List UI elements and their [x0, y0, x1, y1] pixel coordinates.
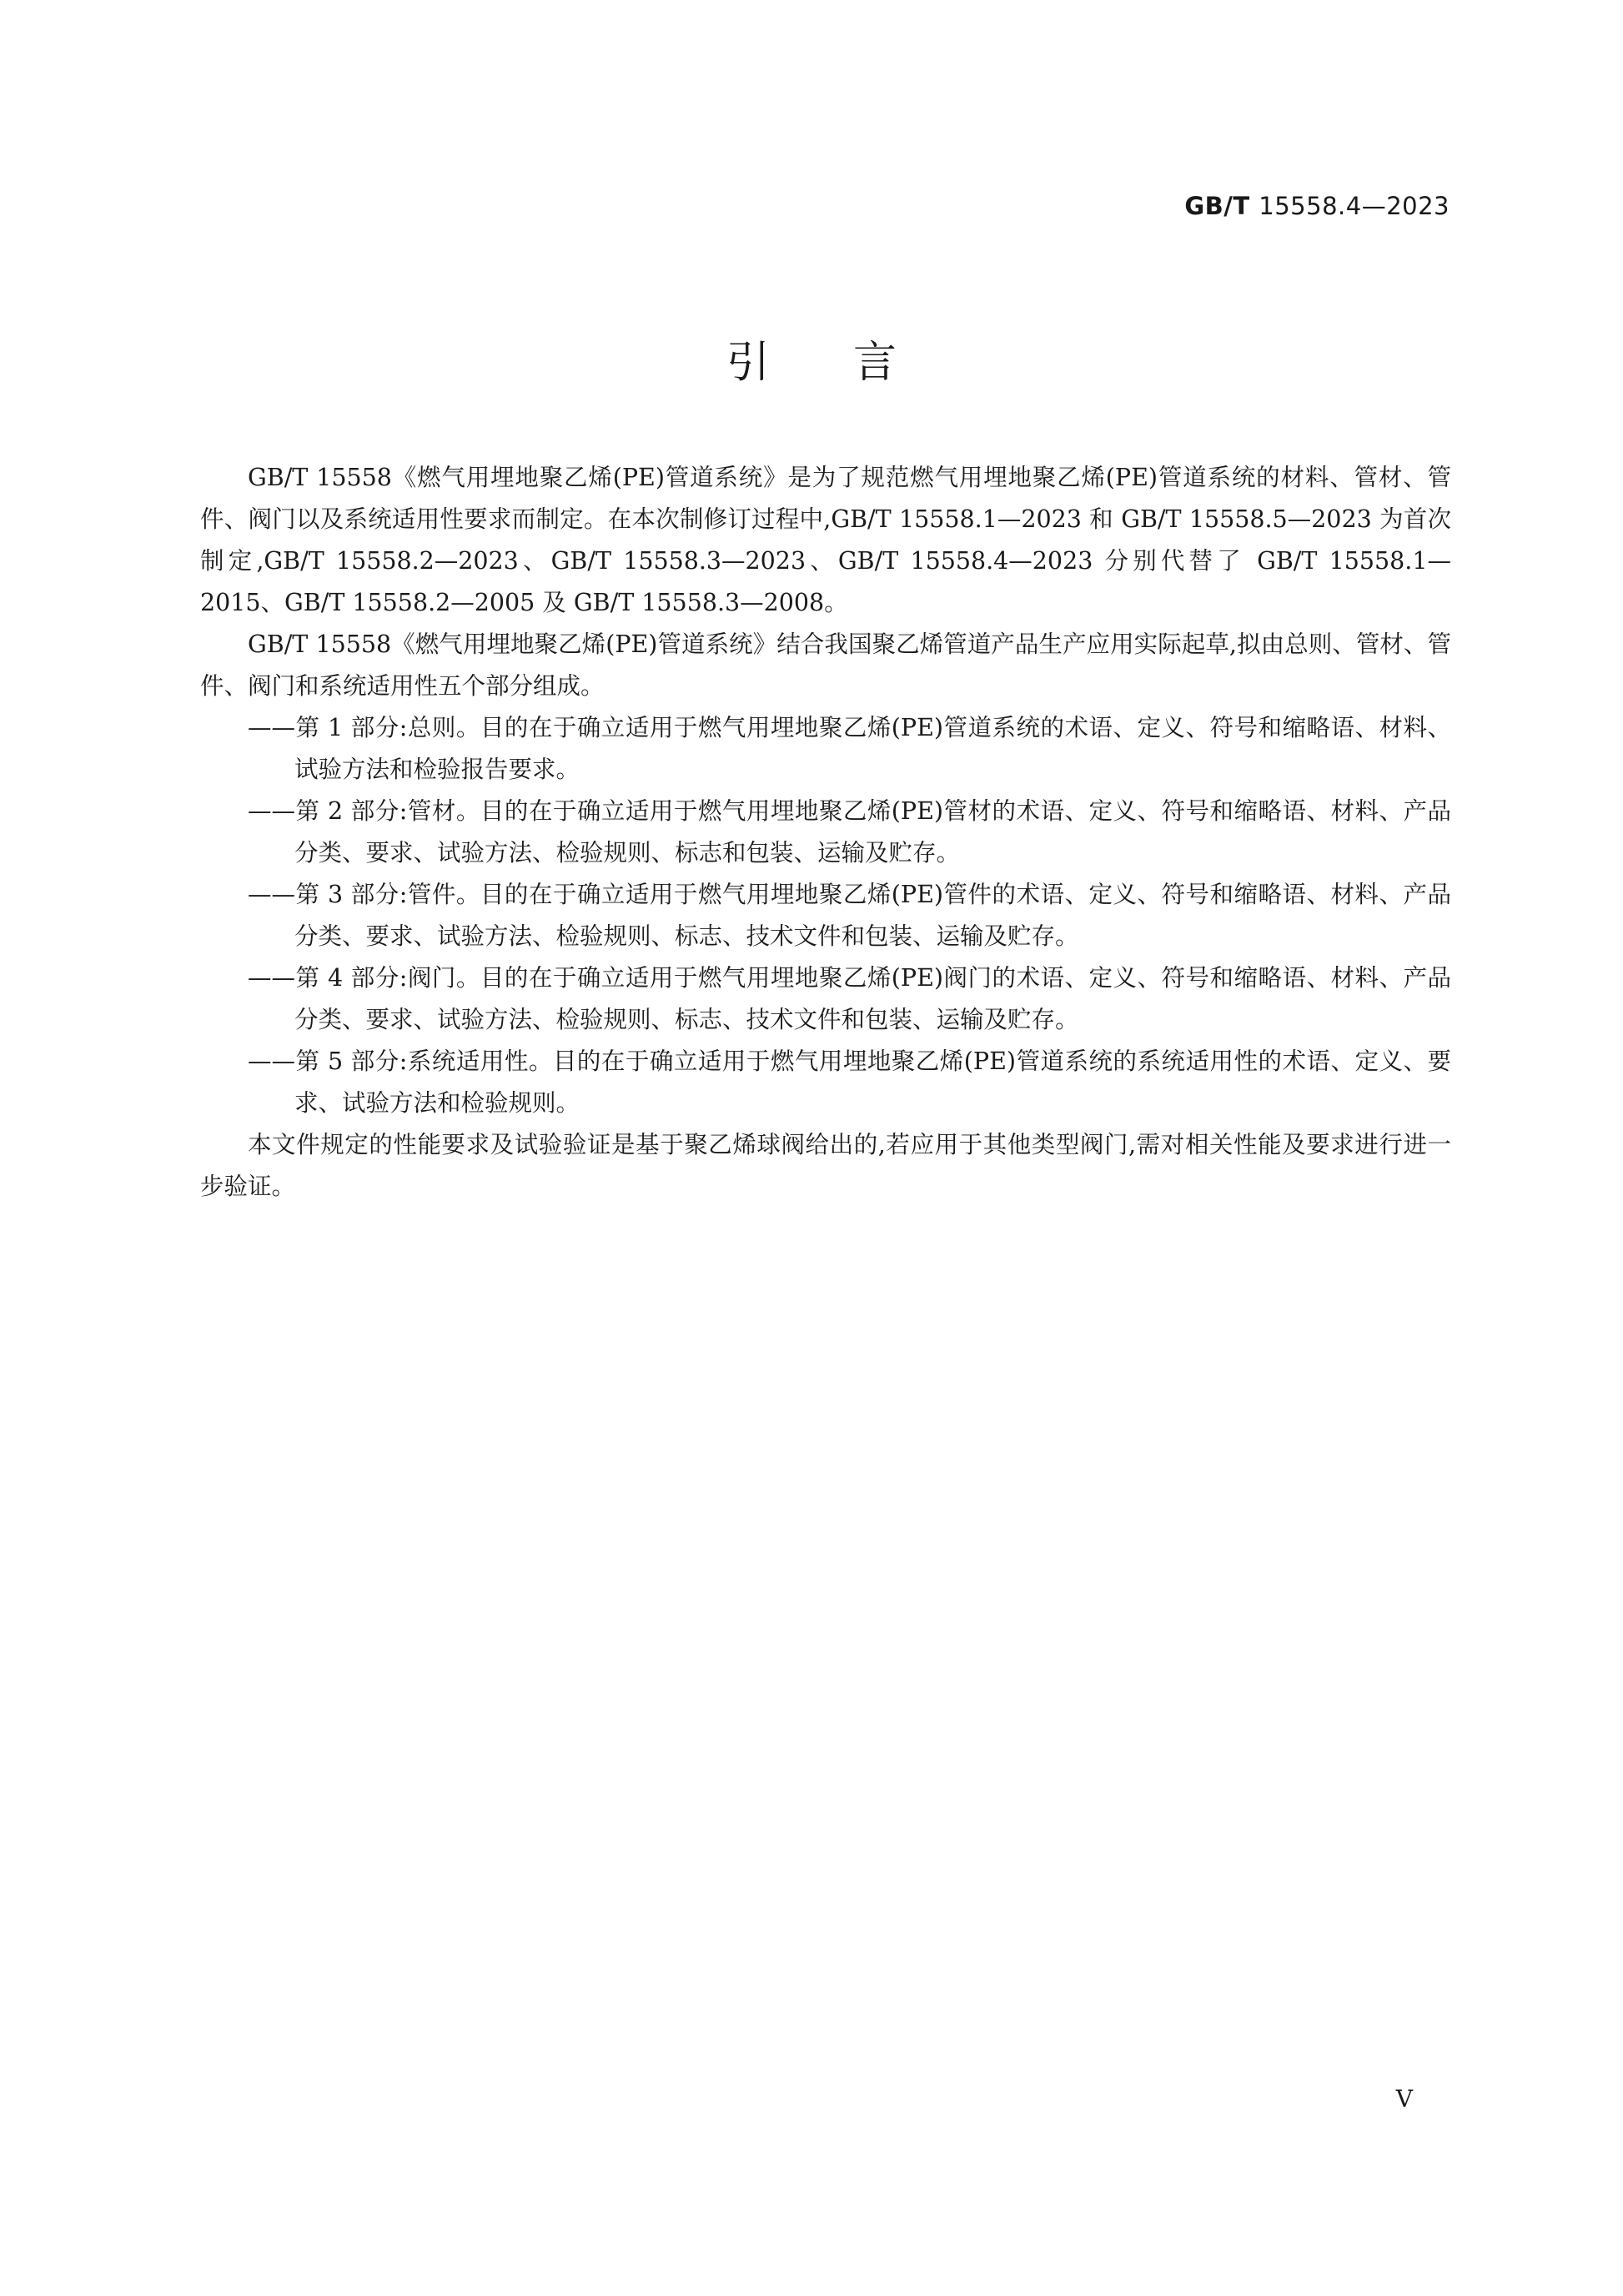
- part-list-item-2: ——第 2 部分:管材。目的在于确立适用于燃气用埋地聚乙烯(PE)管材的术语、定义、符号和缩略语、材料、产品分类、要求、试验方法、检验规则、标志和包装、运输及贮存。: [248, 797, 1451, 867]
- intro-paragraph-2: GB/T 15558《燃气用埋地聚乙烯(PE)管道系统》结合我国聚乙烯管道产品生产应用实际起草,拟由总则、管材、管件、阀门和系统适用性五个部分组成。: [200, 631, 1451, 700]
- introduction-body: [200, 457, 1451, 1208]
- intro-paragraph-1: GB/T 15558《燃气用埋地聚乙烯(PE)管道系统》是为了规范燃气用埋地聚乙烯(PE)管道系统的材料、管材、管件、阀门以及系统适用性要求而制定。在本次制修订过程中,GB/T 15558.1—2023 和 GB/T 15558.5—2023 为首次制定,GB/T 15558.2—2023、GB/T 15558.3—2023、GB/T 15558.4—2023 分别代替了 GB/T 15558.1—2015、GB/T 15558.2—2005 及 GB/T 15558.3—2008。: [200, 464, 1451, 616]
- page-title: 引言: [726, 338, 980, 388]
- standard-code: [1184, 192, 1450, 220]
- part-list-item-4: ——第 4 部分:阀门。目的在于确立适用于燃气用埋地聚乙烯(PE)阀门的术语、定义、符号和缩略语、材料、产品分类、要求、试验方法、检验规则、标志、技术文件和包装、运输及贮存。: [248, 964, 1451, 1033]
- standard-code-prefix: GB/T: [1184, 192, 1250, 220]
- part-list-item-5: ——第 5 部分:系统适用性。目的在于确立适用于燃气用埋地聚乙烯(PE)管道系统的系统适用性的术语、定义、要求、试验方法和检验规则。: [248, 1048, 1451, 1117]
- part-list-item-1: ——第 1 部分:总则。目的在于确立适用于燃气用埋地聚乙烯(PE)管道系统的术语、定义、符号和缩略语、材料、试验方法和检验报告要求。: [248, 714, 1451, 783]
- part-list-item-3: ——第 3 部分:管件。目的在于确立适用于燃气用埋地聚乙烯(PE)管件的术语、定义、符号和缩略语、材料、产品分类、要求、试验方法、检验规则、标志、技术文件和包装、运输及贮存。: [248, 881, 1451, 950]
- page-number: V: [1395, 2085, 1413, 2113]
- standard-code-number: 15558.4—2023: [1259, 192, 1450, 220]
- intro-paragraph-3: 本文件规定的性能要求及试验验证是基于聚乙烯球阀给出的,若应用于其他类型阀门,需对相关性能及要求进行进一步验证。: [200, 1131, 1451, 1200]
